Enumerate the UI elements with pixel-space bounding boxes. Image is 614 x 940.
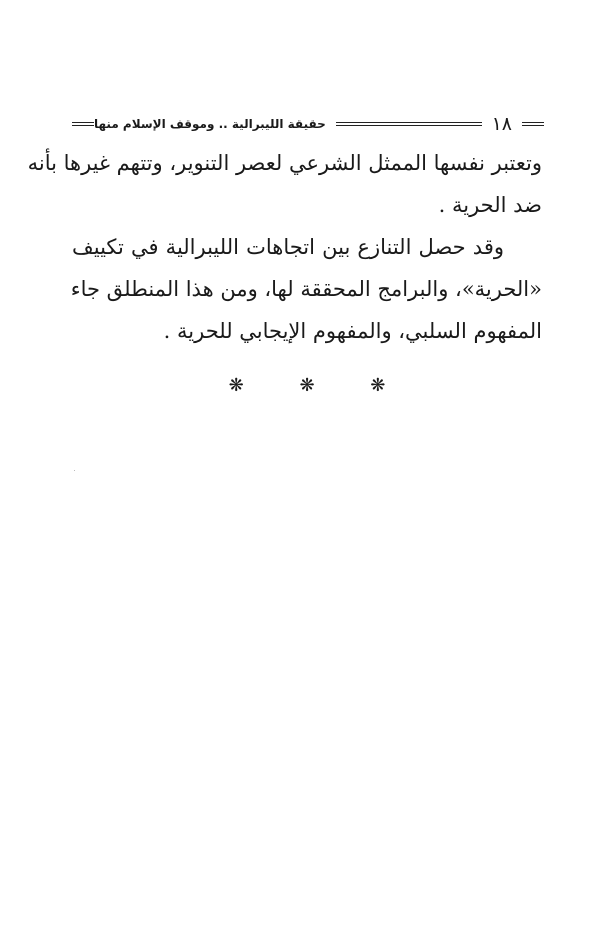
text-line: المفهوم السلبي، والمفهوم الإيجابي للحرية . <box>163 319 542 343</box>
asterisk-ornament: ❋ <box>370 375 386 396</box>
text-line: وقد حصل التنازع بين اتجاهات الليبرالية في تكييف <box>72 235 504 259</box>
running-header <box>72 112 544 136</box>
running-title: حقيقة الليبرالية .. وموقف الإسلام منها <box>94 117 326 131</box>
page-number: ١٨ <box>491 113 512 135</box>
body-text <box>27 142 542 352</box>
header-rule-right <box>522 122 544 126</box>
scan-speck <box>74 470 75 471</box>
text-line: وتعتبر نفسها الممثل الشرعي لعصر التنوير، وتتهم غيرها بأنه <box>27 151 542 175</box>
text-line: «الحرية»، والبرامج المحققة لها، ومن هذا المنطلق جاء <box>70 277 542 301</box>
header-rule-middle <box>336 122 482 126</box>
section-asterism <box>0 374 614 398</box>
asterisk-ornament: ❋ <box>299 375 315 396</box>
text-line: ضد الحرية . <box>438 193 542 217</box>
header-rule-left <box>72 122 94 126</box>
asterisk-ornament: ❋ <box>228 375 244 396</box>
